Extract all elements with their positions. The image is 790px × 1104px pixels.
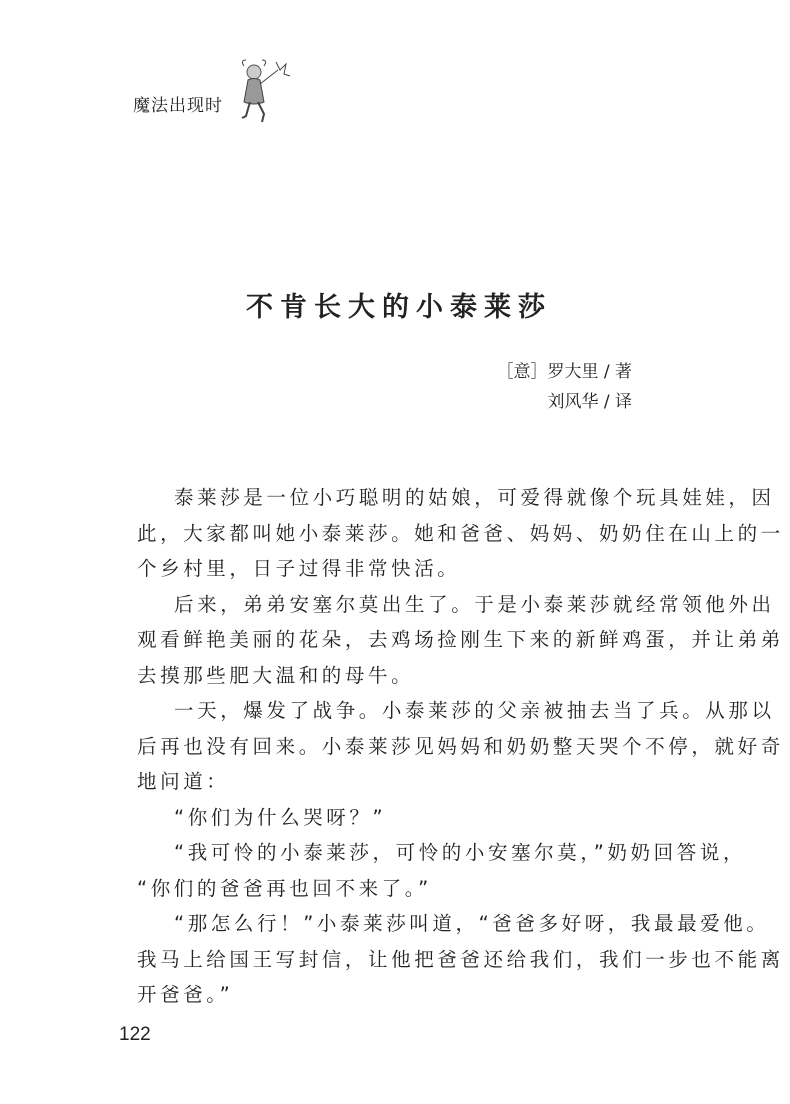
text-line: 此，大家都叫她小泰莱莎。她和爸爸、妈妈、奶奶住在山上的一 [137,521,784,545]
text-line: 后再也没有回来。小泰莱莎见妈妈和奶奶整天哭个不停，就好奇 [137,734,784,758]
text-line: 一天，爆发了战争。小泰莱莎的父亲被抽去当了兵。从那以 [174,699,775,722]
text-line: 个乡村里，日子过得非常快活。 [137,557,461,580]
paragraph [137,484,784,591]
text-line: “那怎么行！”小泰莱莎叫道，“爸爸多好呀，我最最爱他。 [174,912,770,935]
author-line: ［意］罗大里 / 著 [496,362,632,382]
paragraph [137,697,784,804]
text-line: 后来，弟弟安塞尔莫出生了。于是小泰莱莎就经常领他外出 [174,592,775,616]
running-head: 魔法出现时 [133,96,223,116]
text-line: 开爸爸。” [137,983,234,1006]
paragraph [137,910,784,1017]
text-line: 去摸那些肥大温和的母牛。 [137,663,415,687]
body-text [137,484,784,1017]
text-line: 泰莱莎是一位小巧聪明的姑娘，可爱得就像个玩具娃娃，因 [174,486,775,509]
chapter-title: 不肯长大的小泰莱莎 [246,292,552,323]
paragraph [137,839,747,910]
text-line: “你们的爸爸再也回不来了。” [137,876,432,900]
text-line: 观看鲜艳美丽的花朵，去鸡场捡刚生下来的新鲜鸡蛋，并让弟弟 [137,628,784,651]
girl-illustration [232,58,292,128]
paragraph [137,804,677,840]
text-line: “我可怜的小泰莱莎，可怜的小安塞尔莫，”奶奶回答说， [174,841,747,864]
translator-line: 刘风华 / 译 [547,392,632,412]
page-number: 122 [119,1024,151,1045]
text-line: 地问道： [137,770,230,793]
text-line: 我马上给国王写封信，让他把爸爸还给我们，我们一步也不能离 [137,947,784,971]
text-line: “你们为什么哭呀？” [174,805,387,829]
paragraph [137,591,784,698]
